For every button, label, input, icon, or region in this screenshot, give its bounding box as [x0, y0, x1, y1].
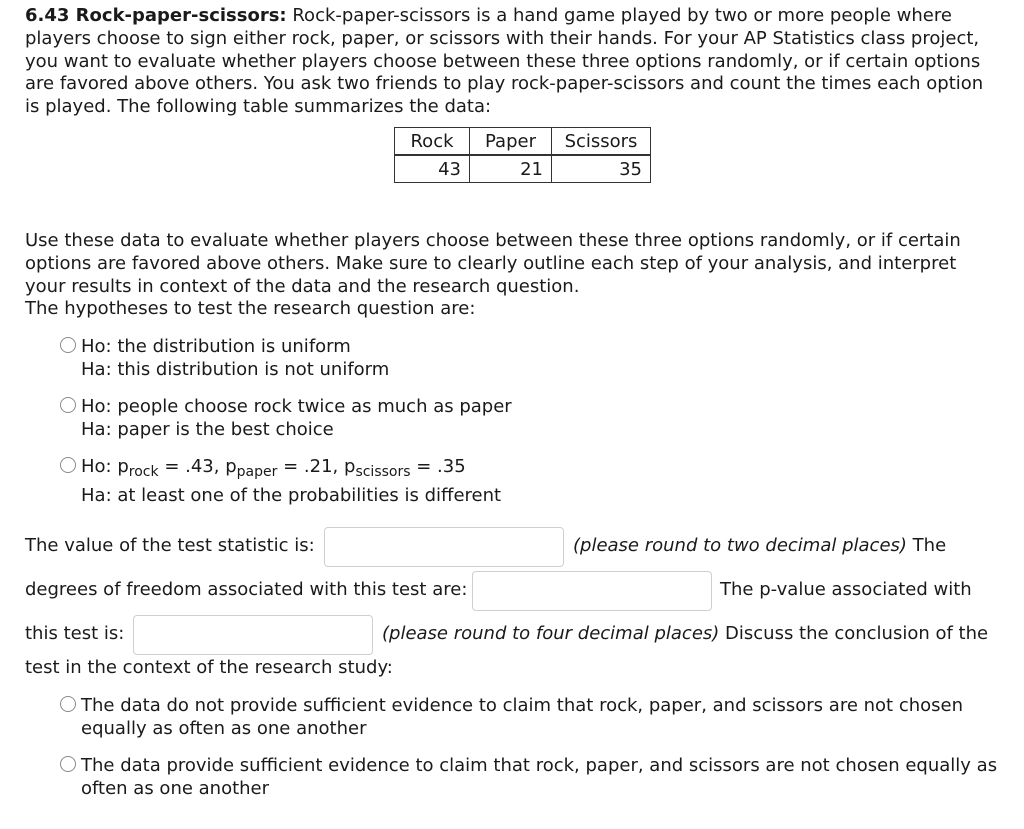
conclusion-option-2	[81, 754, 997, 800]
hypothesis-radio-3[interactable]	[60, 457, 76, 473]
conclusion-2-line-1: The data provide sufficient evidence to claim that rock, paper, and scissors are not chosen equally as	[81, 755, 998, 776]
test-stat-hint-line	[573, 535, 946, 556]
intro-line-2: players choose to sign either rock, paper, or scissors with their hands. For your AP Statistics class project,	[25, 27, 980, 49]
problem-title: 6.43 Rock-paper-scissors:	[25, 5, 287, 26]
table-row	[395, 155, 651, 183]
discuss-label: test in the context of the research study:	[25, 657, 393, 678]
hypotheses-prompt: The hypotheses to test the research question are:	[25, 298, 476, 320]
conclusion-1-line-1: The data do not provide sufficient evidence to claim that rock, paper, and scissors are not chosen	[81, 695, 963, 716]
hypothesis-option-3	[81, 455, 501, 507]
conclusion-1-line-2: equally as often as one another	[81, 718, 367, 739]
value-scissors: 35	[552, 155, 651, 183]
conclusion-radio-2[interactable]	[60, 756, 76, 772]
pvalue-lead: The p-value associated with	[720, 579, 972, 600]
hypothesis-3-ha: Ha: at least one of the probabilities is different	[81, 485, 502, 506]
header-scissors: Scissors	[552, 128, 651, 156]
hypothesis-1-ha: Ha: this distribution is not uniform	[81, 359, 390, 380]
test-stat-label: The value of the test statistic is:	[25, 535, 315, 556]
hypothesis-radio-1[interactable]	[60, 337, 76, 353]
conclusion-2-line-2: often as one another	[81, 778, 270, 799]
conclusion-radio-1[interactable]	[60, 696, 76, 712]
df-lead: The	[912, 535, 947, 556]
value-paper: 21	[470, 155, 552, 183]
instructions-line-2: options are favored above others. Make sure to clearly outline each step of your analysis, and interpret	[25, 252, 957, 274]
test-stat-hint: (please round to two decimal places)	[573, 535, 907, 556]
discuss-lead: Discuss the conclusion of the	[725, 623, 989, 644]
problem-intro	[25, 5, 1000, 119]
intro-line-5: is played. The following table summarizes the data:	[25, 96, 492, 118]
df-label: degrees of freedom associated with this test are:	[25, 579, 468, 600]
df-input[interactable]	[472, 571, 712, 611]
pvalue-hint-line	[382, 623, 988, 644]
hypothesis-2-h0: Ho: people choose rock twice as much as paper	[81, 396, 512, 417]
instructions-line-3: your results in context of the data and the research question.	[25, 275, 580, 297]
pvalue-input[interactable]	[133, 615, 373, 655]
hypothesis-2-ha: Ha: paper is the best choice	[81, 419, 334, 440]
intro-line-1: 6.43 Rock-paper-scissors: Rock-paper-scissors is a hand game played by two or more people where	[25, 5, 952, 26]
intro-line-4: are favored above others. You ask two friends to play rock-paper-scissors and count the times each option	[25, 73, 984, 95]
hypothesis-option-2	[81, 395, 512, 441]
pvalue-hint: (please round to four decimal places)	[382, 623, 720, 644]
test-stat-input[interactable]	[324, 527, 564, 567]
hypothesis-1-h0: Ho: the distribution is uniform	[81, 336, 351, 357]
pvalue-label: this test is:	[25, 623, 125, 644]
table-header-row	[395, 128, 651, 156]
header-paper: Paper	[470, 128, 552, 156]
instructions-line-1: Use these data to evaluate whether players choose between these three options randomly, or if certain	[25, 230, 961, 251]
data-table	[394, 127, 651, 183]
header-rock: Rock	[395, 128, 470, 156]
hypothesis-3-h0: Ho: $p_{rock} = .43$, $p_{paper} = .21$, $p_{scissors} = .35$	[81, 456, 466, 480]
hypothesis-option-1	[81, 335, 389, 381]
conclusion-option-1	[81, 694, 963, 740]
instructions	[25, 230, 1000, 321]
value-rock: 43	[395, 155, 470, 183]
hypothesis-radio-2[interactable]	[60, 397, 76, 413]
intro-line-3: you want to evaluate whether players choose between these three options randomly, or if certain options	[25, 50, 981, 72]
